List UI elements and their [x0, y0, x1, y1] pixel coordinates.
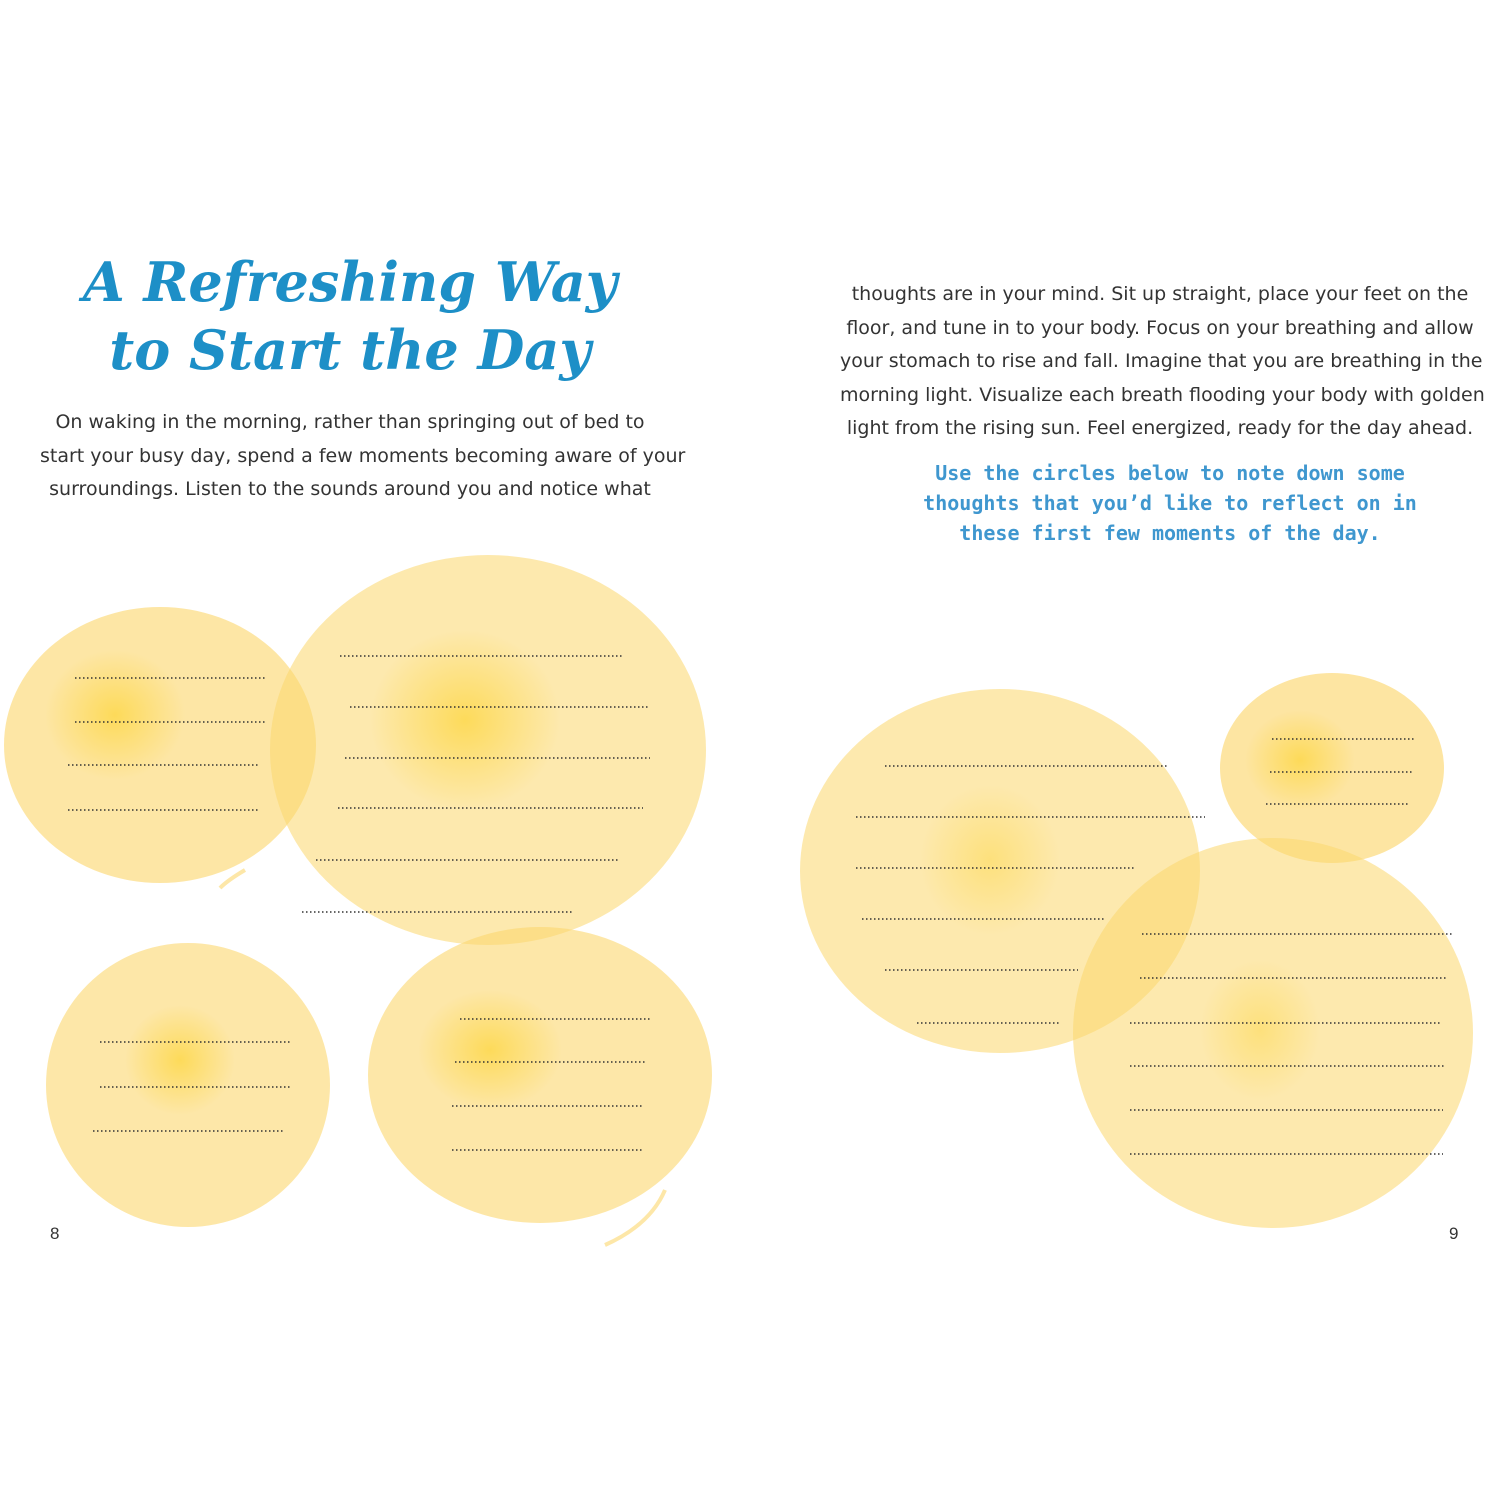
title-line-2: to Start the Day: [109, 318, 591, 382]
circle-right-bottom: [1073, 838, 1473, 1228]
instruction-text: [880, 458, 1460, 548]
circle-right-small: [1220, 673, 1444, 863]
page-number-left: 8: [50, 1224, 60, 1243]
page-number-right: 9: [1449, 1224, 1459, 1243]
continued-line-3: your stomach to rise and fall. Imagine that you are breathing in the: [840, 350, 1483, 372]
circle-top-left: [4, 607, 316, 888]
instruction-line-2: thoughts that you’d like to reflect on in: [923, 491, 1417, 515]
page-title: [60, 248, 640, 384]
continued-line-4: morning light. Visualize each breath flooding your body with golden: [840, 383, 1485, 406]
continued-paragraph: [840, 278, 1485, 446]
circle-top-center: [270, 555, 706, 945]
intro-paragraph: [40, 406, 686, 507]
title-line-1: A Refreshing Way: [82, 250, 618, 314]
circle-bottom-left: [46, 943, 330, 1227]
continued-line-5: light from the rising sun. Feel energized, ready for the day ahead.: [846, 417, 1474, 439]
continued-line-1: thoughts are in your mind. Sit up straight, place your feet on the: [851, 283, 1469, 305]
intro-line-1: On waking in the morning, rather than springing out of bed to: [55, 411, 645, 433]
instruction-line-1: Use the circles below to note down some: [935, 461, 1405, 485]
continued-line-2: floor, and tune in to your body. Focus on your breathing and allow: [846, 316, 1474, 339]
intro-line-3: surroundings. Listen to the sounds around you and notice what: [49, 478, 651, 500]
circle-bottom-center: [368, 927, 712, 1245]
instruction-line-3: these first few moments of the day.: [959, 521, 1381, 545]
intro-line-2: start your busy day, spend a few moments becoming aware of your: [40, 444, 686, 467]
